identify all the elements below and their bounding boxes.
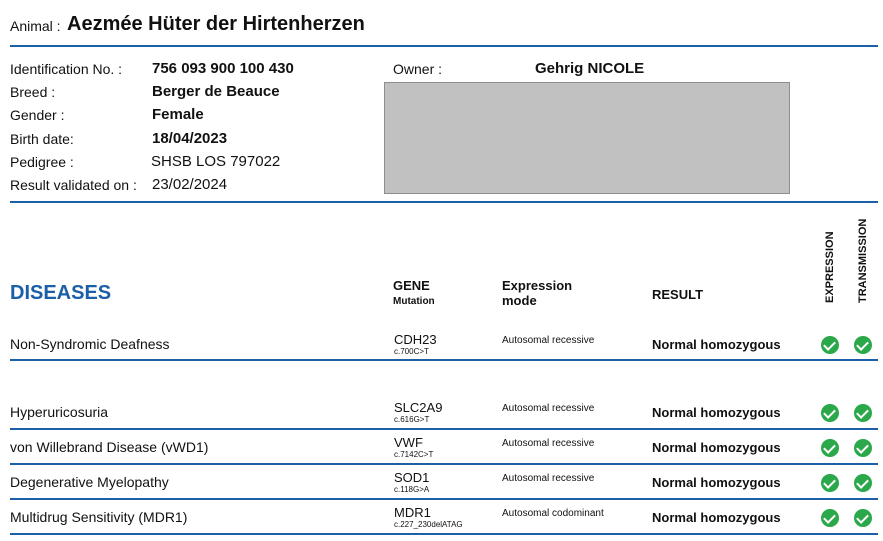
owner-label: Owner : (393, 61, 443, 77)
mutation-code: c.616G>T (394, 415, 430, 424)
result-header: RESULT (652, 287, 704, 302)
result-value: Normal homozygous (652, 475, 781, 490)
expression-mode: Autosomal codominant (502, 508, 604, 519)
identification-label: Identification No. : (10, 61, 123, 77)
expression-mode: Autosomal recessive (502, 473, 595, 484)
disease-name: von Willebrand Disease (vWD1) (10, 439, 209, 455)
check-circle-icon (854, 404, 872, 422)
gene-name: VWF (394, 435, 423, 450)
identification-value: 756 093 900 100 430 (152, 60, 294, 77)
result-value: Normal homozygous (652, 337, 781, 352)
expression-mode: Autosomal recessive (502, 403, 595, 414)
gene-name: CDH23 (394, 332, 437, 347)
mutation-code: c.118G>A (394, 485, 430, 494)
mutation-header: Mutation (393, 296, 435, 307)
gene-name: SOD1 (394, 470, 430, 485)
gene-name: SLC2A9 (394, 400, 443, 415)
result-value: Normal homozygous (652, 510, 781, 525)
pedigree-label: Pedigree : (10, 154, 74, 170)
breed-value: Berger de Beauce (152, 83, 280, 100)
disease-name: Degenerative Myelopathy (10, 474, 169, 490)
result-value: Normal homozygous (652, 440, 781, 455)
disease-name: Hyperuricosuria (10, 404, 109, 420)
animal-label: Animal : (10, 18, 61, 34)
validated-label: Result validated on : (10, 177, 137, 193)
row-divider (10, 428, 878, 430)
gender-label: Gender : (10, 107, 65, 123)
validated-value: 23/02/2024 (152, 176, 228, 193)
pedigree-value: SHSB LOS 797022 (151, 153, 281, 170)
diseases-title: DISEASES (10, 282, 112, 304)
expression-mode: Autosomal recessive (502, 335, 595, 346)
gender-value: Female (152, 106, 204, 123)
check-circle-icon (821, 474, 839, 492)
birth-date-label: Birth date: (10, 131, 74, 147)
check-circle-icon (854, 474, 872, 492)
row-divider (10, 359, 878, 361)
transmission-header: TRANSMISSION (857, 218, 869, 303)
expression-mode: Autosomal recessive (502, 438, 595, 449)
birth-date-value: 18/04/2023 (152, 130, 228, 147)
gene-name: MDR1 (394, 505, 431, 520)
animal-name: Aezmée Hüter der Hirtenherzen (67, 13, 365, 35)
mutation-code: c.7142C>T (394, 450, 434, 459)
header-divider (10, 45, 878, 47)
result-value: Normal homozygous (652, 405, 781, 420)
owner-name: Gehrig NICOLE (535, 60, 645, 77)
mutation-code: c.700C>T (394, 347, 429, 356)
check-circle-icon (854, 439, 872, 457)
disease-name: Non-Syndromic Deafness (10, 336, 170, 352)
check-circle-icon (821, 439, 839, 457)
expression-mode-header: Expression mode (502, 278, 573, 308)
check-circle-icon (821, 336, 839, 354)
row-divider (10, 533, 878, 535)
info-divider (10, 201, 878, 203)
gene-header: GENE (393, 278, 430, 293)
expression-header: EXPRESSION (824, 231, 836, 303)
check-circle-icon (854, 509, 872, 527)
check-circle-icon (821, 404, 839, 422)
owner-address-box (384, 82, 790, 194)
mutation-code: c.227_230delATAG (394, 520, 463, 529)
check-circle-icon (821, 509, 839, 527)
row-divider (10, 463, 878, 465)
breed-label: Breed : (10, 84, 56, 100)
disease-name: Multidrug Sensitivity (MDR1) (10, 509, 188, 525)
row-divider (10, 498, 878, 500)
check-circle-icon (854, 336, 872, 354)
